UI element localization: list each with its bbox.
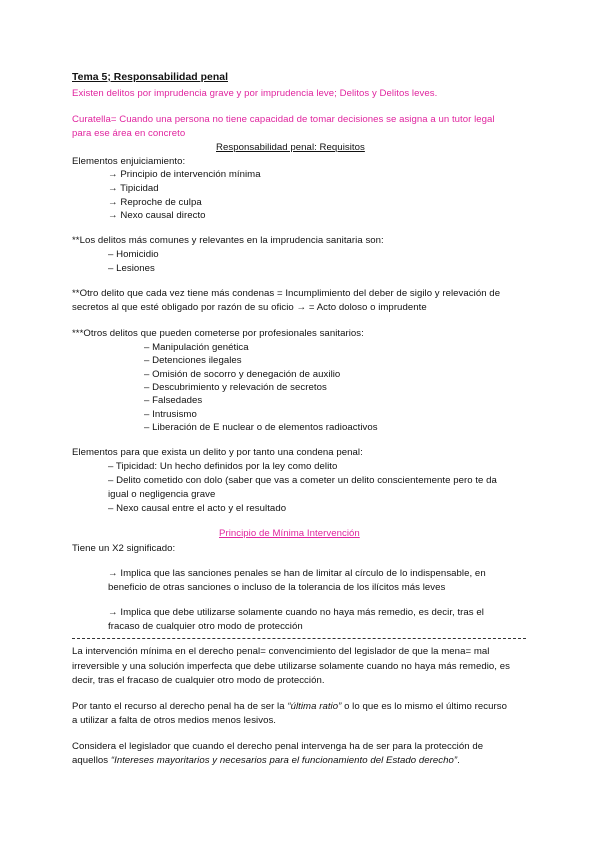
paragraph-1-line-2: irreversible y una solución imperfecta que debe utilizarse solamente cuando no haya más remedio, es: [72, 661, 510, 672]
elementos-item: → Principio de intervención mínima: [108, 169, 261, 180]
paragraph-1-line-1: La intervención mínima en el derecho penal= convencimiento del legislador de que la mena= mal: [72, 646, 490, 657]
x2-line: Tiene un X2 significado:: [72, 543, 176, 554]
separator-line: [72, 638, 526, 639]
elementos-item: → Tipicidad: [108, 183, 159, 194]
section-heading-minima-intervencion: Principio de Mínima Intervención: [219, 528, 360, 539]
otros-heading: ***Otros delitos que pueden cometerse por profesionales sanitarios:: [72, 328, 364, 339]
paragraph-2-line-1: [72, 700, 507, 713]
otros-item: – Descubrimiento y relevación de secretos: [144, 382, 327, 393]
condena-item-continued: igual o negligencia grave: [108, 489, 216, 500]
paragraph-1-line-3: decir, tras el fracaso de cualquier otro modo de protección.: [72, 675, 325, 686]
paragraph-3-text: .: [457, 755, 460, 766]
elementos-item: → Reproche de culpa: [108, 197, 202, 208]
elementos-item: → Nexo causal directo: [108, 210, 206, 221]
implication-2-line-2: fracaso de cualquier otro modo de protección: [108, 621, 303, 632]
page-title: Tema 5; Responsabilidad penal: [72, 72, 228, 83]
otros-item: – Liberación de E nuclear o de elementos radioactivos: [144, 422, 378, 433]
otros-item: – Intrusismo: [144, 409, 197, 420]
condena-item: – Nexo causal entre el acto y el resultado: [108, 503, 287, 514]
paragraph-3-line-1: Considera el legislador que cuando el derecho penal intervenga ha de ser para la protección de: [72, 741, 484, 752]
otros-item: – Detenciones ilegales: [144, 355, 242, 366]
paragraph-2-text: Por tanto el recurso al derecho penal ha de ser la: [72, 701, 288, 712]
condena-heading: Elementos para que exista un delito y por tanto una condena penal:: [72, 447, 363, 458]
otros-item: – Omisión de socorro y denegación de auxilio: [144, 369, 341, 380]
intereses-quote: “Intereses mayoritarios y necesarios para el funcionamiento del Estado derecho”: [110, 755, 458, 766]
paragraph-3-text: aquellos: [72, 755, 111, 766]
comunes-item: – Homicidio: [108, 249, 159, 260]
curatella-line-2: para ese área en concreto: [72, 128, 186, 139]
otros-item: – Manipulación genética: [144, 342, 249, 353]
elementos-heading: Elementos enjuiciamiento:: [72, 156, 186, 167]
implication-2-line-1: → Implica que debe utilizarse solamente cuando no haya más remedio, es decir, tras el: [108, 607, 484, 618]
curatella-line-1: Curatella= Cuando una persona no tiene capacidad de tomar decisiones se asigna a un tutor legal: [72, 114, 495, 125]
otros-item: – Falsedades: [144, 395, 203, 406]
comunes-heading: **Los delitos más comunes y relevantes en la imprudencia sanitaria son:: [72, 235, 384, 246]
implication-1-line-1: → Implica que las sanciones penales se han de limitar al círculo de lo indispensable, en: [108, 568, 486, 579]
condena-item: – Tipicidad: Un hecho definidos por la ley como delito: [108, 461, 338, 472]
paragraph-3-line-2: [72, 754, 460, 767]
section-heading-requisitos: Responsabilidad penal: Requisitos: [216, 142, 365, 153]
comunes-item: – Lesiones: [108, 263, 155, 274]
ultima-ratio-quote: “última ratio”: [287, 701, 342, 712]
paragraph-2-text: o lo que es lo mismo el último recurso: [341, 701, 508, 712]
intro-note: Existen delitos por imprudencia grave y por imprudencia leve; Delitos y Delitos leves.: [72, 88, 438, 99]
paragraph-2-line-2: a utilizar a falta de otros medios menos lesivos.: [72, 715, 277, 726]
otro-delito-line-2: secretos al que esté obligado por razón de su oficio → = Acto doloso o imprudente: [72, 302, 427, 313]
otro-delito-line-1: **Otro delito que cada vez tiene más condenas = Incumplimiento del deber de sigilo y relevación de: [72, 288, 501, 299]
implication-1-line-2: beneficio de otras sanciones o incluso de la tolerancia de los ilícitos más leves: [108, 582, 446, 593]
condena-item: – Delito cometido con dolo (saber que vas a cometer un delito conscientemente pero te da: [108, 475, 497, 486]
